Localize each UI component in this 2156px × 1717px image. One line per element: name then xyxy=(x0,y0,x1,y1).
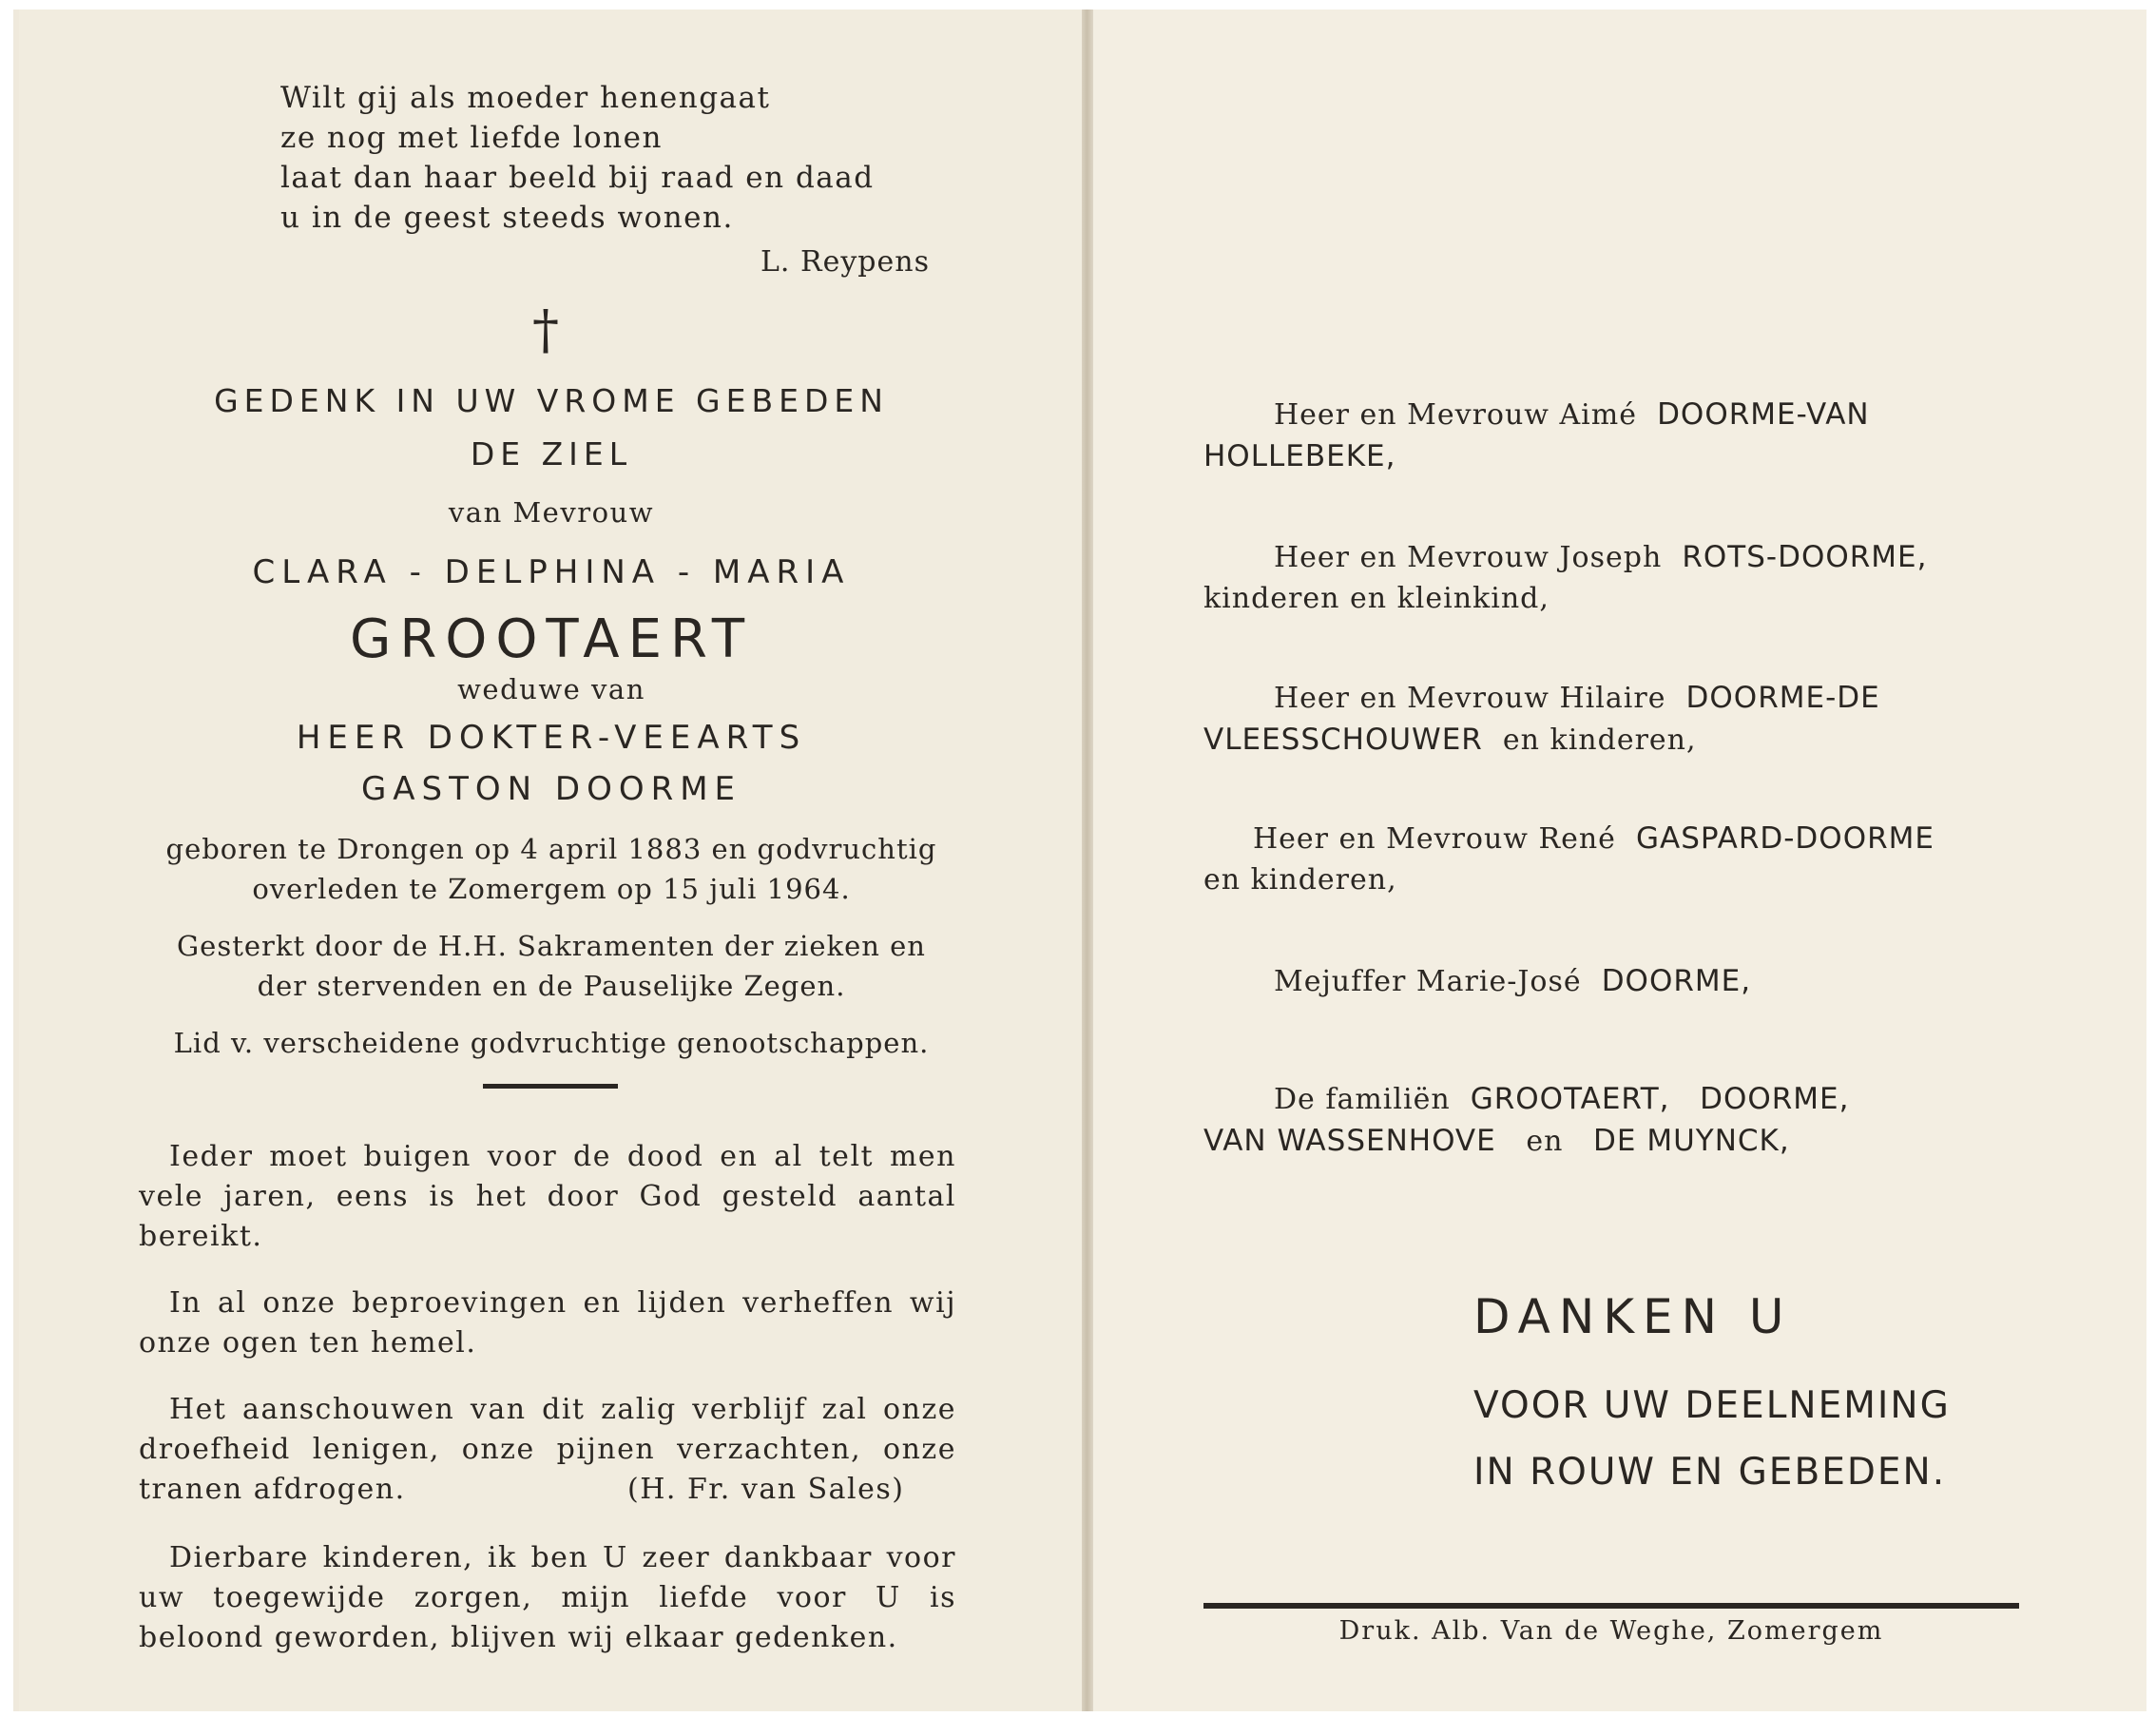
family-4-cont: en kinderen, xyxy=(1203,863,1397,897)
cross-icon: † xyxy=(532,299,559,361)
poem-line: laat dan haar beeld bij raad en daad xyxy=(280,161,875,195)
husband-title: HEER DOKTER-VEEARTS xyxy=(296,719,807,757)
family-2-cont: kinderen en kleinkind, xyxy=(1203,582,1550,615)
family-5: Mejuffer Marie-José DOORME, xyxy=(1274,964,1752,998)
birth-line-1: geboren te Drongen op 4 april 1883 en godvruchtig xyxy=(165,833,937,865)
thanks-line-2: IN ROUW EN GEBEDEN. xyxy=(1473,1451,1947,1494)
paragraph-2: In al onze beproevingen en lijden verheffen wij onze ogen ten hemel. xyxy=(139,1286,956,1360)
family-6-cont: VAN WASSENHOVE en DE MUYNCK, xyxy=(1203,1124,1790,1158)
footer-rule xyxy=(1203,1603,2019,1609)
poem-line: u in de geest steeds wonen. xyxy=(280,201,734,235)
sacraments-line-2: der stervenden en de Pauselijke Zegen. xyxy=(257,970,846,1002)
family-4: Heer en Mevrouw René GASPARD-DOORME xyxy=(1253,821,1935,856)
sacraments-line-1: Gesterkt door de H.H. Sakramenten der zieken en xyxy=(176,930,926,962)
family-1: Heer en Mevrouw Aimé DOORME-VAN xyxy=(1274,397,1870,432)
paragraph-4: Dierbare kinderen, ik ben U zeer dankbaar voor uw toegewijde zorgen, mijn liefde voor U is beloond geworden, blijven wij elkaar gedenken. xyxy=(139,1541,956,1654)
surname: GROOTAERT xyxy=(349,608,754,670)
poem-line: ze nog met liefde lonen xyxy=(280,121,663,155)
membership: Lid v. verscheidene godvruchtige genootschappen. xyxy=(173,1027,930,1059)
danken-u: DANKEN U xyxy=(1473,1289,1793,1344)
given-names: CLARA - DELPHINA - MARIA xyxy=(252,553,851,591)
heading-ziel: DE ZIEL xyxy=(470,435,633,473)
family-3-cont: VLEESSCHOUWER en kinderen, xyxy=(1203,723,1697,757)
van-mevrouw: van Mevrouw xyxy=(448,496,655,529)
husband-name: GASTON DOORME xyxy=(360,770,742,808)
birth-line-2: overleden te Zomergem op 15 juli 1964. xyxy=(252,873,851,905)
divider-rule xyxy=(483,1084,618,1089)
paragraph-1: Ieder moet buigen voor de dood en al telt men vele jaren, eens is het door God gesteld aantal bereikt. xyxy=(139,1140,956,1253)
citation: (H. Fr. van Sales) xyxy=(627,1473,905,1506)
heading-gedenk: GEDENK IN UW VROME GEBEDEN xyxy=(214,382,889,419)
poem-author: L. Reypens xyxy=(760,245,930,279)
family-3: Heer en Mevrouw Hilaire DOORME-DE xyxy=(1274,681,1880,715)
weduwe-van: weduwe van xyxy=(457,673,645,705)
poem xyxy=(280,78,875,238)
paragraph-3: Het aanschouwen van dit zalig verblijf zal onze droefheid lenigen, onze pijnen verzachten, onze tranen afdrogen. xyxy=(139,1393,956,1506)
family-6: De familiën GROOTAERT, DOORME, xyxy=(1274,1082,1850,1116)
family-1-cont: HOLLEBEKE, xyxy=(1203,439,1396,473)
card-fold xyxy=(1082,10,1093,1711)
printer-credit: Druk. Alb. Van de Weghe, Zomergem xyxy=(1338,1616,1884,1646)
thanks-line-1: VOOR UW DEELNEMING xyxy=(1473,1384,1951,1427)
family-2: Heer en Mevrouw Joseph ROTS-DOORME, xyxy=(1274,540,1928,574)
poem-line: Wilt gij als moeder henengaat xyxy=(280,81,771,115)
